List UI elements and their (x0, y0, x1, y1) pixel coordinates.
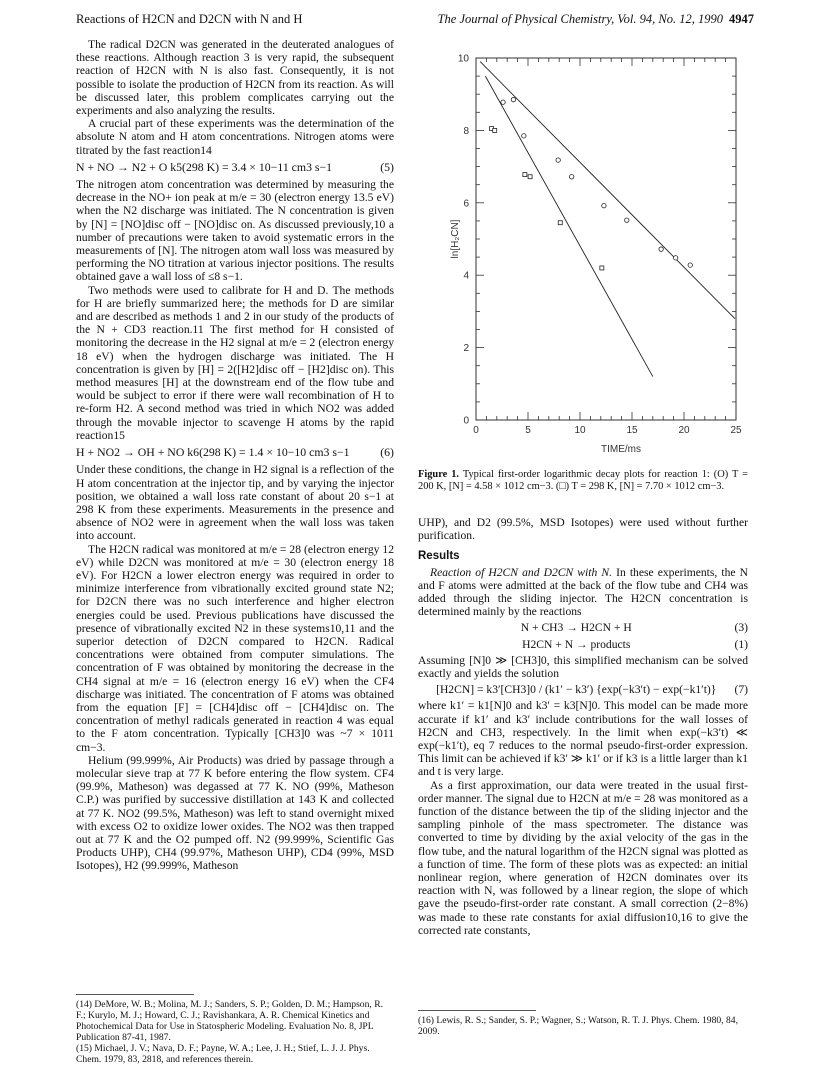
caption-label: Figure 1. (418, 469, 460, 480)
right-column (418, 516, 748, 937)
x-tick-label: 25 (730, 425, 742, 436)
equation-3 (418, 621, 748, 634)
circle-marker (569, 175, 573, 179)
paragraph: Helium (99.999%, Air Products) was dried by passage through a molecular sieve trap at 77 K before entering the flow system. CF4 (99.9%, Matheson) was degassed at 77 K. NO (99%, Matheson C.P.) was purified by successive distillation at 143 K and collected at 77 K. NO2 (99.5%, Matheson) was left to stand overnight mixed with excess O2 to oxidize lower oxides. The NO2 was then trapped out at 77 K and the O2 pumped off. N2 (99.999%, Scientific Gas Products UHP), CH4 (99.97%, Matheson UHP), CD4 (99%, MSD Isotopes), H2 (99.999%, Matheson (76, 753, 394, 873)
y-tick-label: 8 (463, 125, 469, 137)
y-axis-title: ln[H₂CN] (450, 219, 461, 259)
x-tick-label: 15 (626, 425, 638, 436)
square-marker (600, 266, 604, 270)
footnote-rule (418, 1010, 536, 1011)
footnote-15: (15) Michael, J. V.; Nava, D. F.; Payne, W. A.; Lee, J. H.; Stief, L. J. J. Phys. Chem. 1979, 83, 2818, and references therein. (76, 1043, 370, 1065)
equation-text: N + NO → N2 + O k5(298 K) = 3.4 × 10−11 cm3 s−1 (76, 159, 333, 174)
circle-marker (511, 97, 515, 101)
equation-number: (5) (380, 159, 394, 174)
x-tick-label: 0 (473, 425, 479, 436)
paragraph: Assuming [N]0 ≫ [CH3]0, this simplified mechanism can be solved exactly and yields the solution (418, 653, 748, 681)
circle-marker (688, 263, 692, 267)
equation-text: H + NO2 → OH + NO k6(298 K) = 1.4 × 10−10 cm3 s−1 (76, 445, 350, 460)
right-footnotes (418, 1010, 748, 1037)
equation-text: H2CN + N → products (522, 637, 631, 651)
paragraph: As a first approximation, our data were treated in the usual first-order manner. The signal due to H2CN at m/e = 28 was monitored as a function of the distance between the tip of the sliding injector and the sampling pinhole of the mass spectrometer. The distance was converted to time by dividing by the axial velocity of the gas in the flow tube, and the natural logarithm of the H2CN signal was plotted as a function of time. The form of these plots was as expected: an initial nonlinear region, where generation of H2CN dominates over its reaction with N, was followed by a linear region, the slope of which gave the pseudo-first-order rate constant. A small correction (2−8%) was made to these rate constants for axial diffusion10,16 to give the corrected rate constants, (418, 778, 748, 937)
paragraph: Two methods were used to calibrate for H and D. The methods for H are briefly summarized here; the methods for D are similar and are described as methods 1 and 2 in our study of the products of the N + CD3 reaction.11 The first method for H consisted of monitoring the decrease in the H2 signal at m/e = 2 (electron energy 18 eV) when the hydrogen discharge was initiated. The H concentration is given by [H] = 2([H2]disc off − [H2]disc on). This method measures [H] at the downstream end of the flow tube and would be subject to error if there were wall recombination of H to re-form H2. A second method was tried in which NO2 was added through the movable injector to scavenge H atoms by the rapid reaction15 (76, 283, 394, 442)
y-tick-label: 2 (463, 343, 469, 355)
x-tick-label: 20 (678, 425, 690, 436)
x-tick-label: 10 (574, 425, 586, 436)
plot-frame (476, 58, 736, 420)
paragraph-text: In these experiments, the N and F atoms were admitted at the back of the flow tube and CH4 was added through the sliding injector. The H2CN concentration is determined mainly by the reactions (418, 565, 749, 619)
footnote-16: (16) Lewis, R. S.; Sander, S. P.; Wagner, S.; Watson, R. T. J. Phys. Chem. 1980, 84, 2009. (418, 1015, 738, 1037)
subsection-heading: Reaction of H2CN and D2CN with N. (430, 565, 612, 579)
paragraph: A crucial part of these experiments was the determination of the absolute N atom and H atom concentrations. Nitrogen atoms were titrated by the fast reaction14 (76, 117, 394, 157)
square-marker (523, 173, 527, 177)
footnote-rule (76, 994, 194, 995)
paragraph (418, 566, 748, 619)
equation-number: (3) (734, 621, 748, 635)
running-title: Reactions of H2CN and D2CN with N and H (76, 12, 303, 26)
fit-line (480, 62, 735, 319)
left-column (76, 38, 394, 873)
paragraph: The nitrogen atom concentration was determined by measuring the decrease in the NO+ ion peak at m/e = 30 (electron energy 13.5 eV) when the N2 discharge was initiated. The N concentration is given by [N] = [NO]disc off − [NO]disc on. As discussed previously,10 a number of precautions were taken to avoid systematic errors in the measurements of [N]. The nitrogen atom wall loss was measured by performing the NO titration at various injector positions. The results obtained gave a wall loss of ≤8 s−1. (76, 178, 394, 284)
fit-lines (480, 62, 735, 377)
page-number: 4947 (729, 12, 754, 26)
section-heading: Results (418, 550, 460, 563)
equation-text: [H2CN] = k3′[CH3]0 / (k1′ − k3′) {exp(−k3′t) − exp(−k1′t)} (436, 683, 717, 697)
equation-text: N + CH3 → H2CN + H (520, 621, 632, 635)
journal-citation: The Journal of Physical Chemistry, Vol. 94, No. 12, 1990 (437, 12, 723, 26)
x-axis-title: TIME/ms (601, 444, 641, 455)
circle-marker (659, 247, 663, 251)
figure-caption (418, 469, 748, 493)
fit-line (485, 76, 652, 376)
circle-marker (602, 203, 606, 207)
y-tick-label: 10 (457, 53, 469, 65)
paragraph: Under these conditions, the change in H2 signal is a reflection of the H atom concentration at the injector tip, and by varying the injector position, we obtained a wall loss rate constant of about 20 s−1 at 298 K from these experiments. Measurements in the presence and absence of NO2 were in agreement when the wall loss was taken into account. (76, 463, 394, 543)
equation-6 (76, 446, 394, 459)
equation-number: (7) (734, 683, 748, 697)
square-marker (493, 128, 497, 132)
paragraph: The H2CN radical was monitored at m/e = 28 (electron energy 12 eV) while D2CN was monitored at m/e = 30 (electron energy 18 eV). For H2CN a lower electron energy was required in order to minimize interference from vibrationally excited ground state N2; for D2CN there was no such interference and higher electron energies could be used. Previous publications have discussed the presence of vibrationally excited N2 in these systems10,11 and the superior detection of D2CN compared to H2CN. Radical concentrations were obtained from computer simulations. The concentration of F was obtained by monitoring the decrease in the CH4 signal at m/e = 16 (electron energy 16 eV) when the CF4 discharge was initiated. The concentration of F atoms was obtained from the equation [F] = [CH4]disc off − [CH4]disc on. The concentration of methyl radicals generated in reaction 4 was equal to the F atom concentration. Typically [CH3]0 was ~7 × 1011 cm−3. (76, 542, 394, 754)
circle-marker (522, 134, 526, 138)
x-tick-label: 5 (525, 425, 531, 436)
paragraph: where k1′ = k1[N]0 and k3′ = k3[N]0. This model can be made more accurate if k1′ and k3′ include contributions for the wall losses of H2CN and CH3, respectively. In the limit when exp(−k3′t) ≪ exp(−k1′t), eq 7 reduces to the normal pseudo-first-order expression. This limit can be achieved if k3′ ≫ k1′ or if k3 is a little larger than k1 and t is very large. (418, 699, 748, 779)
circle-marker (556, 158, 560, 162)
paragraph: The radical D2CN was generated in the deuterated analogues of these reactions. Although reaction 3 is very rapid, the subsequent reaction of H2CN with N is also fast. Consequently, it is not possible to isolate the production of H2CN from its reaction. As will be discussed later, this problem complicates carrying out the experiments and also analyzing the results. (76, 38, 394, 118)
y-tick-label: 0 (463, 415, 469, 427)
equation-5 (76, 161, 394, 174)
circle-marker (501, 100, 505, 104)
caption-text: Typical first-order logarithmic decay plots for reaction 1: (O) T = 200 K, [N] = 4.58 × 1012 cm−3. (□) T = 298 K, [N] = 7.70 × 1012 cm−3. (418, 469, 748, 492)
left-footnotes (76, 994, 394, 1065)
equation-1 (418, 638, 748, 651)
equation-number: (1) (734, 637, 748, 651)
equation-7 (418, 683, 748, 696)
equation-number: (6) (380, 445, 394, 460)
square-marker (528, 175, 532, 179)
circle-marker (625, 218, 629, 222)
axis-labels (450, 54, 742, 456)
figure-1-plot (446, 50, 746, 455)
plot-axes (476, 58, 736, 420)
square-marker (558, 221, 562, 225)
journal-header (438, 12, 754, 27)
y-tick-label: 6 (463, 198, 469, 210)
paragraph: UHP), and D2 (99.5%, MSD Isotopes) were used without further purification. (418, 516, 748, 543)
circle-marker (673, 256, 677, 260)
y-tick-label: 4 (463, 270, 469, 282)
data-markers (490, 97, 693, 270)
footnote-14: (14) DeMore, W. B.; Molina, M. J.; Sanders, S. P.; Golden, D. M.; Hampson, R. F.; Kurylo, M. J.; Howard, C. J.; Ravishankara, A. R. Chemical Kinetics and Photochemical Data for Use in Statospheric Modeling. Evaluation No. 8, JPL Publication 87-41, 1987. (76, 999, 383, 1043)
